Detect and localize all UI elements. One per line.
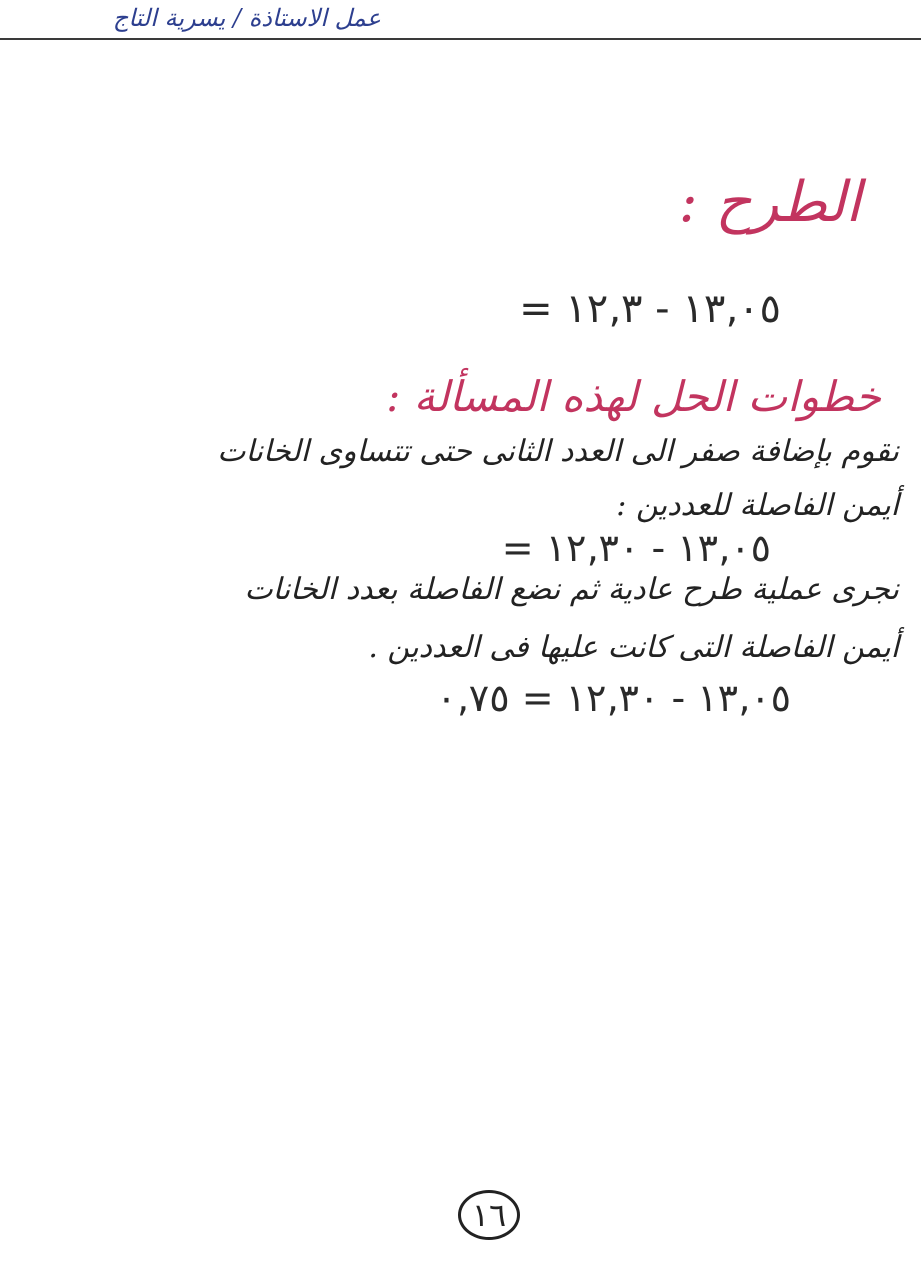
steps-heading: خطوات الحل لهذه المسألة : — [386, 372, 881, 421]
equation-3: ٠٥‚١٣ - ٣٠‚١٢ = ٧٥‚٠ — [436, 676, 791, 720]
page-header — [0, 0, 921, 46]
page-number: ١٦ — [458, 1190, 520, 1240]
equation-2: ٠٥‚١٣ - ٣٠‚١٢ = — [501, 526, 771, 570]
step-1-line-1: نقوم بإضافة صفر الى العدد الثانى حتى تتساوى الخانات — [217, 434, 899, 469]
step-2-line-2: أيمن الفاصلة التى كانت عليها فى العددين . — [368, 630, 899, 665]
subtraction-heading: الطرح : — [678, 170, 861, 235]
header-rule — [0, 38, 921, 40]
step-1-line-2: أيمن الفاصلة للعددين : — [616, 488, 899, 523]
equation-1: ٠٥‚١٣ - ٣‚١٢ = — [519, 286, 781, 332]
author-credit: عمل الاستاذة / يسرية التاج — [112, 4, 381, 32]
step-2-line-1: نجرى عملية طرح عادية ثم نضع الفاصلة بعدد الخانات — [244, 572, 899, 607]
